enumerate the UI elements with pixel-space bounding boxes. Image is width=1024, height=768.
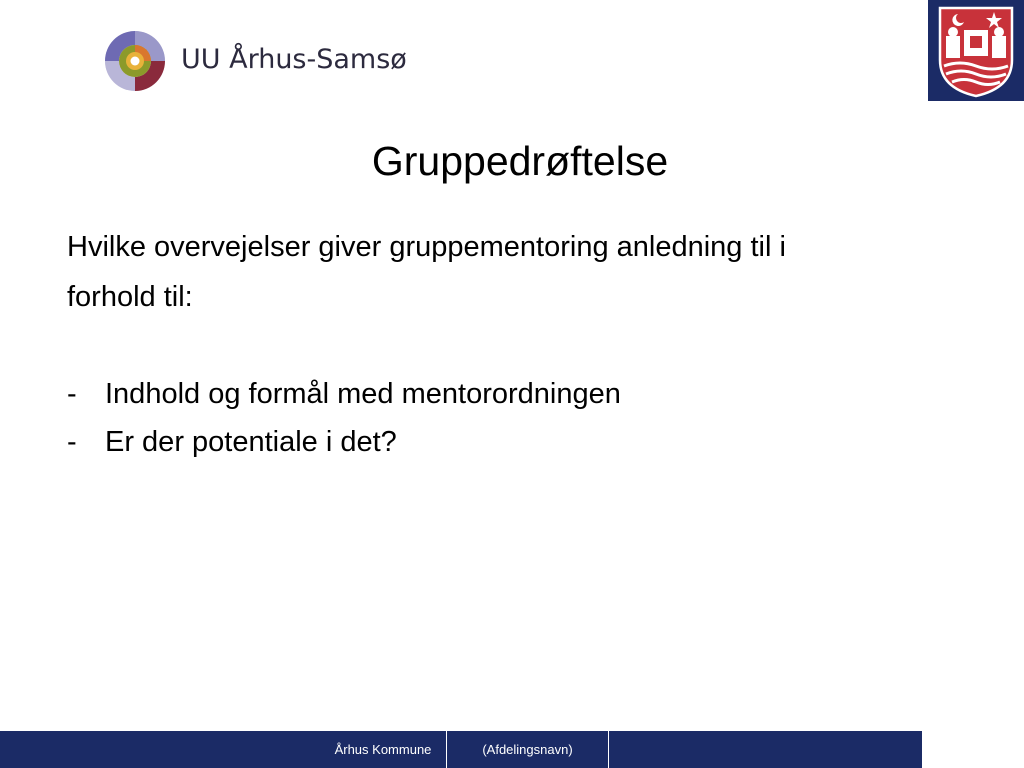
aarhus-crest-icon (928, 0, 1024, 101)
bullet-text: Er der potentiale i det? (105, 426, 397, 458)
bullet-text: Indhold og formål med mentorordningen (105, 378, 621, 410)
slide-body (67, 222, 947, 466)
footer-divider (608, 731, 609, 768)
spacer (67, 322, 947, 370)
footer-organization: Århus Kommune (334, 742, 432, 757)
slide-title: Gruppedrøftelse (371, 138, 669, 184)
bullet-dash: - (67, 426, 77, 458)
bullet-item (67, 418, 947, 466)
logo-text: UU Århus-Samsø (181, 44, 407, 75)
bullet-item (67, 370, 947, 418)
uu-logo-icon (104, 28, 166, 94)
footer-bar (0, 731, 922, 768)
footer-department: (Afdelingsnavn) (482, 742, 573, 757)
question-line-2: forhold til: (67, 281, 193, 313)
bullet-dash: - (67, 378, 77, 410)
question-line-1: Hvilke overvejelser giver gruppementoring anledning til i (67, 231, 786, 263)
